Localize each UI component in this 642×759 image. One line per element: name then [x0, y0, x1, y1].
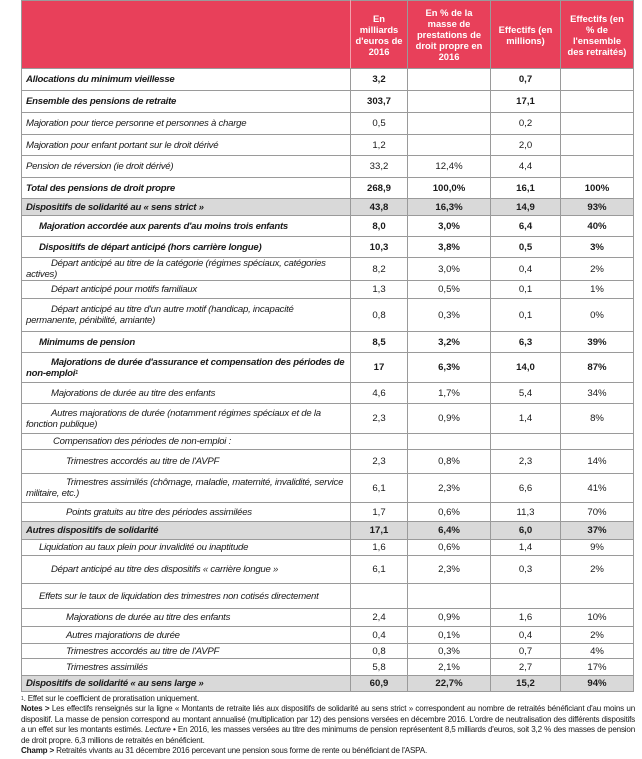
- notes-text: Les effectifs renseignés sur la ligne « Montants de retraite liés aux dispositifs de solidarité au sens strict » correspondent au nombre de retraités bénéficiant d'au moins un dispositif. La masse de pension correspond au montant annualisé (multiplication par 12) des pensions versées en décembre 2016. L'ordre de neutralisation des différents dispositifs a un effet sur les montants estimés.: [21, 704, 636, 735]
- table-row: [22, 156, 634, 178]
- cell-amount: 1,7: [351, 503, 408, 522]
- cell-share-mass: 1,7%: [408, 383, 491, 404]
- cell-amount: 2,3: [351, 404, 408, 434]
- table-row: [22, 627, 634, 644]
- header-label-column: [22, 1, 351, 69]
- cell-share-mass: [408, 113, 491, 135]
- cell-headcount-share: 70%: [561, 503, 634, 522]
- row-label-text: Autres majorations de durée (notamment régimes spéciaux et de la fonction publique): [26, 407, 321, 430]
- table-row: [22, 216, 634, 237]
- cell-share-mass: 0,9%: [408, 404, 491, 434]
- cell-headcount: 6,0: [491, 522, 561, 540]
- cell-headcount-share: 9%: [561, 540, 634, 556]
- lecture-text: • En 2016, les masses versées au titre des minimums de pension représentent 8,5 milliards d'euros, soit 3,2 % des masses de pension de droit propre. 6,3 millions de retraités en bénéficient.: [21, 725, 635, 745]
- cell-headcount: 0,4: [491, 258, 561, 281]
- table-row: [22, 353, 634, 383]
- cell-headcount: 15,2: [491, 676, 561, 692]
- table-row: [22, 383, 634, 404]
- cell-share-mass: 0,1%: [408, 627, 491, 644]
- cell-headcount-share: 0%: [561, 299, 634, 332]
- cell-headcount-share: 3%: [561, 237, 634, 258]
- row-label: [22, 237, 351, 258]
- cell-headcount: 4,4: [491, 156, 561, 178]
- cell-share-mass: 3,0%: [408, 258, 491, 281]
- row-label: [22, 178, 351, 199]
- row-label-text: Allocations du minimum vieillesse: [26, 74, 175, 85]
- row-label: [22, 156, 351, 178]
- footnote-mark: 1: [21, 696, 24, 702]
- cell-amount: 6,1: [351, 556, 408, 584]
- cell-amount: 268,9: [351, 178, 408, 199]
- cell-amount: [351, 434, 408, 450]
- cell-headcount: 0,7: [491, 69, 561, 91]
- table-row: [22, 281, 634, 299]
- cell-amount: 8,5: [351, 332, 408, 353]
- cell-headcount-share: 17%: [561, 659, 634, 676]
- cell-headcount: 0,1: [491, 281, 561, 299]
- row-label-text: Majoration accordée aux parents d'au moins trois enfants: [39, 220, 288, 232]
- row-label-text: Effets sur le taux de liquidation des trimestres non cotisés directement: [39, 590, 319, 602]
- cell-headcount-share: 37%: [561, 522, 634, 540]
- row-label-text: Majorations de durée au titre des enfants: [51, 387, 216, 399]
- cell-share-mass: [408, 434, 491, 450]
- cell-headcount: 0,5: [491, 237, 561, 258]
- cell-share-mass: 3,8%: [408, 237, 491, 258]
- cell-amount: 0,5: [351, 113, 408, 135]
- cell-amount: 4,6: [351, 383, 408, 404]
- notes-block: [21, 694, 635, 756]
- cell-amount: 17,1: [351, 522, 408, 540]
- cell-headcount-share: 34%: [561, 383, 634, 404]
- row-label-text: Compensation des périodes de non-emploi :: [53, 436, 232, 447]
- row-label: [22, 609, 351, 627]
- cell-headcount-share: 100%: [561, 178, 634, 199]
- cell-headcount: 17,1: [491, 91, 561, 113]
- cell-headcount: 1,4: [491, 540, 561, 556]
- footnote-mark: 1: [75, 369, 78, 376]
- champ-paragraph: [21, 746, 635, 756]
- footnote: [21, 694, 635, 704]
- cell-headcount-share: [561, 584, 634, 609]
- cell-share-mass: 100,0%: [408, 178, 491, 199]
- cell-amount: 60,9: [351, 676, 408, 692]
- row-label-text: Trimestres accordés au titre de l'AVPF: [66, 645, 220, 657]
- row-label-text: Départ anticipé au titre de la catégorie (régimes spéciaux, catégories actives): [26, 258, 326, 280]
- table-row: [22, 299, 634, 332]
- row-label: [22, 503, 351, 522]
- row-label: [22, 434, 351, 450]
- row-label: [22, 258, 351, 281]
- cell-headcount: 6,6: [491, 474, 561, 503]
- lecture-label: Lecture: [145, 725, 171, 735]
- cell-share-mass: 0,9%: [408, 609, 491, 627]
- cell-amount: 6,1: [351, 474, 408, 503]
- cell-share-mass: 0,3%: [408, 299, 491, 332]
- table-row: [22, 434, 634, 450]
- cell-amount: 1,3: [351, 281, 408, 299]
- cell-headcount: 1,6: [491, 609, 561, 627]
- table-row: [22, 237, 634, 258]
- cell-headcount: [491, 434, 561, 450]
- cell-amount: 43,8: [351, 199, 408, 216]
- cell-headcount-share: 2%: [561, 258, 634, 281]
- table-row: [22, 258, 634, 281]
- cell-amount: 1,6: [351, 540, 408, 556]
- table-row: [22, 135, 634, 156]
- row-label-text: Trimestres assimilés (chômage, maladie, maternité, invalidité, service militaire, etc.): [26, 477, 344, 499]
- row-label: [22, 522, 351, 540]
- row-label-text: Minimums de pension: [39, 336, 135, 348]
- cell-headcount-share: 40%: [561, 216, 634, 237]
- cell-headcount: 0,2: [491, 113, 561, 135]
- row-label-text: Majorations de durée d'assurance et compensation des périodes de non-emploi: [26, 356, 345, 379]
- row-label: [22, 676, 351, 692]
- cell-share-mass: 0,6%: [408, 540, 491, 556]
- row-label-text: Majoration pour enfant portant sur le droit dérivé: [26, 139, 219, 151]
- cell-headcount: 2,3: [491, 450, 561, 474]
- row-label: [22, 474, 351, 503]
- cell-amount: 10,3: [351, 237, 408, 258]
- cell-share-mass: 12,4%: [408, 156, 491, 178]
- table-row: [22, 556, 634, 584]
- row-label: [22, 353, 351, 383]
- cell-headcount: 2,0: [491, 135, 561, 156]
- table-row: [22, 178, 634, 199]
- row-label: [22, 113, 351, 135]
- cell-headcount: 2,7: [491, 659, 561, 676]
- row-label: [22, 644, 351, 659]
- row-label: [22, 659, 351, 676]
- table-header-row: [22, 1, 634, 69]
- cell-amount: 3,2: [351, 69, 408, 91]
- cell-headcount-share: 1%: [561, 281, 634, 299]
- cell-headcount: 14,0: [491, 353, 561, 383]
- cell-share-mass: 6,4%: [408, 522, 491, 540]
- row-label: [22, 91, 351, 113]
- cell-headcount-share: 93%: [561, 199, 634, 216]
- footnote-text: . Effet sur le coefficient de proratisation uniquement.: [23, 694, 200, 703]
- table-row: [22, 113, 634, 135]
- cell-amount: 8,2: [351, 258, 408, 281]
- cell-share-mass: 2,3%: [408, 556, 491, 584]
- notes-label: Notes >: [21, 704, 50, 714]
- cell-share-mass: [408, 135, 491, 156]
- cell-share-mass: [408, 584, 491, 609]
- cell-headcount: [491, 584, 561, 609]
- table-row: [22, 503, 634, 522]
- cell-amount: 303,7: [351, 91, 408, 113]
- cell-headcount-share: [561, 113, 634, 135]
- cell-headcount: 11,3: [491, 503, 561, 522]
- table-row: [22, 644, 634, 659]
- table-row: [22, 474, 634, 503]
- row-label: [22, 216, 351, 237]
- row-label-text: Trimestres assimilés: [66, 661, 148, 673]
- header-share-of-mass: En % de la masse de prestations de droit propre en 2016: [408, 1, 491, 69]
- row-label-text: Dispositifs de solidarité au « sens strict »: [26, 201, 204, 213]
- table-row: [22, 659, 634, 676]
- cell-amount: 0,8: [351, 299, 408, 332]
- notes-paragraph: [21, 704, 635, 746]
- row-label: [22, 199, 351, 216]
- cell-headcount: 0,3: [491, 556, 561, 584]
- cell-headcount-share: [561, 91, 634, 113]
- row-label: [22, 135, 351, 156]
- row-label-text: Total des pensions de droit propre: [26, 182, 175, 194]
- table-row: [22, 332, 634, 353]
- table-row: [22, 69, 634, 91]
- cell-amount: 1,2: [351, 135, 408, 156]
- cell-headcount: 14,9: [491, 199, 561, 216]
- cell-share-mass: 0,5%: [408, 281, 491, 299]
- cell-share-mass: 2,1%: [408, 659, 491, 676]
- row-label-text: Départ anticipé au titre des dispositifs « carrière longue »: [51, 564, 279, 575]
- cell-headcount-share: [561, 135, 634, 156]
- cell-headcount-share: 39%: [561, 332, 634, 353]
- row-label-text: Pension de réversion (ie droit dérivé): [26, 161, 174, 172]
- row-label: [22, 404, 351, 434]
- table-row: [22, 676, 634, 692]
- row-label-text: Départ anticipé pour motifs familiaux: [51, 284, 197, 295]
- row-label-text: Majorations de durée au titre des enfants: [66, 612, 231, 623]
- cell-headcount: 6,3: [491, 332, 561, 353]
- cell-headcount: 0,4: [491, 627, 561, 644]
- row-label-text: Majoration pour tierce personne et personnes à charge: [26, 118, 247, 129]
- table-row: [22, 91, 634, 113]
- row-label: [22, 281, 351, 299]
- cell-amount: 2,4: [351, 609, 408, 627]
- row-label-text: Dispositifs de départ anticipé (hors carrière longue): [39, 241, 262, 253]
- row-label: [22, 627, 351, 644]
- table-row: [22, 540, 634, 556]
- cell-amount: 5,8: [351, 659, 408, 676]
- row-label: [22, 584, 351, 609]
- cell-headcount-share: 41%: [561, 474, 634, 503]
- cell-headcount: 16,1: [491, 178, 561, 199]
- champ-text: Retraités vivants au 31 décembre 2016 percevant une pension sous forme de rente ou bénéficiant de l'ASPA.: [54, 746, 427, 756]
- table-row: [22, 609, 634, 627]
- cell-headcount-share: 94%: [561, 676, 634, 692]
- cell-headcount: 1,4: [491, 404, 561, 434]
- table-row: [22, 404, 634, 434]
- row-label-text: Liquidation au taux plein pour invalidité ou inaptitude: [39, 542, 249, 553]
- cell-headcount-share: 4%: [561, 644, 634, 659]
- header-headcount-share: Effectifs (en % de l'ensemble des retraités): [561, 1, 634, 69]
- row-label: [22, 450, 351, 474]
- row-label-text: Départ anticipé au titre d'un autre motif (handicap, incapacité permanente, pénibilité, amiante): [26, 304, 294, 326]
- cell-share-mass: [408, 91, 491, 113]
- row-label-text: Dispositifs de solidarité « au sens large »: [26, 678, 204, 689]
- cell-share-mass: 0,6%: [408, 503, 491, 522]
- cell-amount: 33,2: [351, 156, 408, 178]
- cell-headcount-share: 8%: [561, 404, 634, 434]
- cell-amount: 2,3: [351, 450, 408, 474]
- table-row: [22, 199, 634, 216]
- cell-amount: 8,0: [351, 216, 408, 237]
- cell-share-mass: 3,0%: [408, 216, 491, 237]
- cell-headcount: 6,4: [491, 216, 561, 237]
- row-label: [22, 69, 351, 91]
- cell-amount: 17: [351, 353, 408, 383]
- row-label: [22, 332, 351, 353]
- cell-headcount-share: 14%: [561, 450, 634, 474]
- cell-headcount-share: [561, 434, 634, 450]
- cell-headcount-share: [561, 69, 634, 91]
- row-label-text: Points gratuits au titre des périodes assimilées: [66, 506, 252, 518]
- cell-share-mass: 0,8%: [408, 450, 491, 474]
- row-label-text: Ensemble des pensions de retraite: [26, 96, 177, 107]
- pension-solidarity-table: [21, 0, 634, 692]
- row-label: [22, 540, 351, 556]
- table-row: [22, 522, 634, 540]
- cell-share-mass: 6,3%: [408, 353, 491, 383]
- cell-share-mass: 2,3%: [408, 474, 491, 503]
- row-label: [22, 299, 351, 332]
- champ-label: Champ >: [21, 746, 55, 756]
- cell-share-mass: 3,2%: [408, 332, 491, 353]
- cell-share-mass: 0,3%: [408, 644, 491, 659]
- cell-headcount: 0,7: [491, 644, 561, 659]
- cell-headcount-share: 87%: [561, 353, 634, 383]
- cell-amount: [351, 584, 408, 609]
- cell-headcount-share: [561, 156, 634, 178]
- header-amount-billions: En milliards d'euros de 2016: [351, 1, 408, 69]
- cell-amount: 0,4: [351, 627, 408, 644]
- cell-headcount: 5,4: [491, 383, 561, 404]
- row-label: [22, 556, 351, 584]
- cell-headcount-share: 2%: [561, 556, 634, 584]
- table-row: [22, 450, 634, 474]
- row-label-text: Autres dispositifs de solidarité: [26, 525, 159, 536]
- row-label: [22, 383, 351, 404]
- cell-share-mass: [408, 69, 491, 91]
- cell-share-mass: 22,7%: [408, 676, 491, 692]
- table-row: [22, 584, 634, 609]
- cell-headcount-share: 10%: [561, 609, 634, 627]
- row-label-text: Autres majorations de durée: [66, 629, 180, 641]
- cell-amount: 0,8: [351, 644, 408, 659]
- row-label-text: Trimestres accordés au titre de l'AVPF: [66, 456, 220, 467]
- cell-headcount-share: 2%: [561, 627, 634, 644]
- header-headcount-millions: Effectifs (en millions): [491, 1, 561, 69]
- cell-headcount: 0,1: [491, 299, 561, 332]
- cell-share-mass: 16,3%: [408, 199, 491, 216]
